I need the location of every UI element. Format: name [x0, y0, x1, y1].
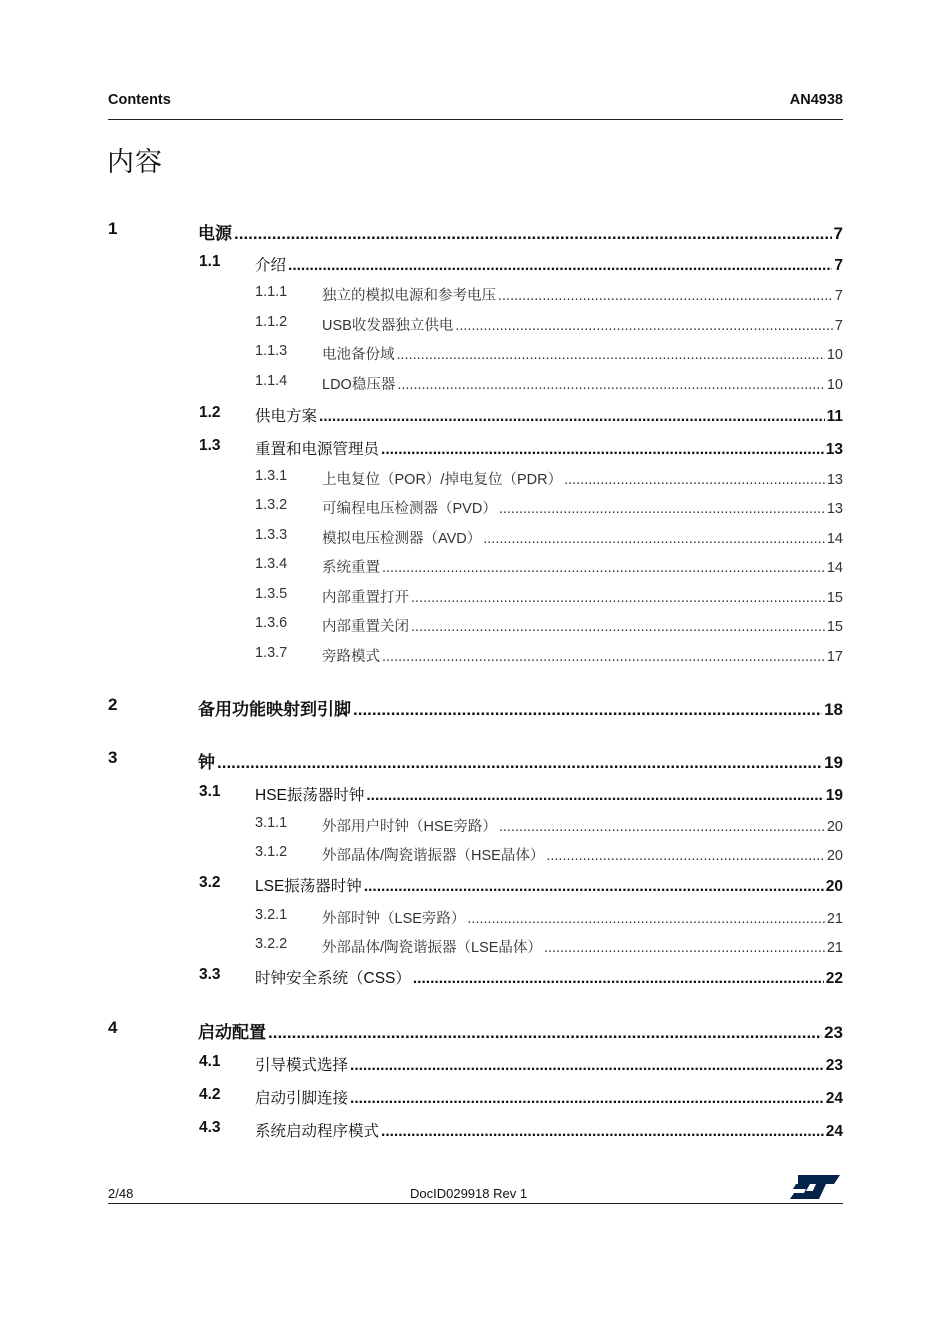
- toc-entry[interactable]: [0, 468, 950, 490]
- dot-leader: [411, 590, 825, 606]
- toc-entry-page: 10: [826, 347, 843, 363]
- toc-entry-page: 11: [826, 408, 843, 425]
- toc-entry-page: 18: [824, 700, 843, 719]
- toc-entry-page: 19: [824, 753, 843, 772]
- toc-entry-number: 1.3.1: [255, 468, 288, 484]
- toc-entry-page: 22: [825, 970, 843, 987]
- toc-entry-number: 4: [108, 1018, 118, 1037]
- dot-leader: [364, 878, 824, 896]
- toc-entry[interactable]: [0, 783, 950, 805]
- dot-leader: [499, 501, 825, 517]
- toc-entry-title: HSE振荡器时钟: [255, 787, 365, 804]
- toc-entry[interactable]: [0, 437, 950, 459]
- toc-entry[interactable]: [0, 1086, 950, 1108]
- dot-leader: [397, 377, 825, 393]
- toc-entry-number: 4.3: [199, 1119, 221, 1136]
- toc-entry-number: 1.3.3: [255, 527, 288, 543]
- toc-entry[interactable]: [0, 936, 950, 958]
- toc-entry-title: 供电方案: [255, 408, 318, 425]
- toc-entry[interactable]: [0, 586, 950, 608]
- page-title: 内容: [107, 147, 163, 177]
- toc-entry-title: 启动引脚连接: [255, 1090, 349, 1107]
- dot-leader: [350, 1057, 824, 1075]
- toc-entry[interactable]: [0, 695, 950, 717]
- toc-entry[interactable]: [0, 343, 950, 365]
- toc-entry[interactable]: [0, 1053, 950, 1075]
- toc-entry-page: 14: [826, 560, 843, 576]
- dot-leader: [288, 257, 832, 275]
- dot-leader: [411, 619, 825, 635]
- toc-entry-page: 21: [826, 940, 843, 956]
- toc-entry-title: 旁路模式: [322, 649, 380, 665]
- dot-leader: [413, 970, 824, 988]
- toc-entry-number: 3.1: [199, 783, 221, 800]
- toc-entry-number: 1.3.6: [255, 615, 288, 631]
- toc-entry-title: 外部用户时钟（HSE旁路）: [322, 819, 497, 835]
- footer-doc-id: DocID029918 Rev 1: [410, 1186, 528, 1201]
- dot-leader: [366, 787, 823, 805]
- toc-entry[interactable]: [0, 527, 950, 549]
- dot-leader: [234, 224, 832, 244]
- toc-entry-page: 10: [826, 377, 843, 393]
- dot-leader: [350, 1090, 824, 1108]
- toc-entry[interactable]: [0, 966, 950, 988]
- toc-entry-page: 19: [825, 787, 843, 804]
- toc-entry-title: 内部重置打开: [322, 590, 409, 606]
- toc-entry[interactable]: [0, 844, 950, 866]
- toc-entry-number: 1.3.4: [255, 556, 288, 572]
- toc-entry-number: 2: [108, 695, 118, 714]
- dot-leader: [397, 347, 825, 363]
- toc-entry-title: USB收发器独立供电: [322, 318, 454, 334]
- footer-rule: [108, 1203, 843, 1204]
- dot-leader: [217, 753, 822, 773]
- toc-entry-page: 15: [826, 619, 843, 635]
- dot-leader: [319, 408, 825, 426]
- toc-entry-page: 24: [825, 1090, 843, 1107]
- toc-entry[interactable]: [0, 815, 950, 837]
- toc-entry-page: 13: [825, 441, 843, 458]
- toc-entry-title: 外部时钟（LSE旁路）: [322, 911, 466, 927]
- toc-entry-number: 1.3.2: [255, 497, 288, 513]
- toc-entry-title: LDO稳压器: [322, 377, 396, 393]
- toc-entry[interactable]: [0, 219, 950, 241]
- toc-entry-title: 外部晶体/陶瓷谐振器（LSE晶体）: [322, 940, 542, 956]
- toc-entry-page: 14: [826, 531, 843, 547]
- toc-entry-title: 钟: [198, 753, 215, 772]
- toc-entry-number: 1.3.5: [255, 586, 288, 602]
- st-logo: [790, 1174, 840, 1200]
- toc-entry-page: 17: [826, 649, 843, 665]
- toc-entry-number: 1.1: [199, 253, 221, 270]
- toc-entry-page: 23: [824, 1023, 843, 1042]
- toc-entry-number: 1.3: [199, 437, 221, 454]
- dot-leader: [382, 649, 825, 665]
- toc-entry-number: 3.2.1: [255, 907, 288, 923]
- toc-entry-title: 系统启动程序模式: [255, 1123, 380, 1140]
- toc-entry-page: 21: [826, 911, 843, 927]
- toc-entry[interactable]: [0, 404, 950, 426]
- toc-entry-title: 系统重置: [322, 560, 380, 576]
- toc-entry-title: 介绍: [255, 257, 287, 274]
- toc-entry-title: LSE振荡器时钟: [255, 878, 362, 895]
- dot-leader: [353, 700, 822, 720]
- toc-entry-number: 1: [108, 219, 118, 238]
- toc-entry[interactable]: [0, 874, 950, 896]
- toc-entry[interactable]: [0, 253, 950, 275]
- footer-page-number: 2/48: [108, 1186, 134, 1201]
- toc-entry-number: 4.1: [199, 1053, 221, 1070]
- toc-entry-title: 重置和电源管理员: [255, 441, 380, 458]
- toc-entry-page: 20: [825, 878, 843, 895]
- toc-entry-title: 外部晶体/陶瓷谐振器（HSE晶体）: [322, 848, 545, 864]
- toc-entry[interactable]: [0, 907, 950, 929]
- header-section-label: Contents: [108, 92, 171, 108]
- dot-leader: [499, 819, 825, 835]
- toc-entry-page: 15: [826, 590, 843, 606]
- dot-leader: [544, 940, 825, 956]
- toc-entry-page: 20: [826, 848, 843, 864]
- toc-entry[interactable]: [0, 1018, 950, 1040]
- dot-leader: [483, 531, 825, 547]
- toc-entry-number: 4.2: [199, 1086, 221, 1103]
- toc-entry-number: 3.2: [199, 874, 221, 891]
- toc-entry-page: 7: [834, 318, 843, 334]
- toc-entry[interactable]: [0, 556, 950, 578]
- dot-leader: [382, 560, 825, 576]
- toc-entry-number: 3.3: [199, 966, 221, 983]
- header-rule: [108, 119, 843, 120]
- toc-entry-number: 1.1.1: [255, 284, 288, 300]
- toc-entry-title: 独立的模拟电源和参考电压: [322, 288, 496, 304]
- dot-leader: [498, 288, 833, 304]
- dot-leader: [455, 318, 833, 334]
- toc-entry-number: 3.1.2: [255, 844, 288, 860]
- toc-entry-page: 7: [834, 257, 843, 274]
- toc-entry-title: 内部重置关闭: [322, 619, 409, 635]
- toc-entry-title: 时钟安全系统（CSS）: [255, 970, 411, 987]
- dot-leader: [546, 848, 825, 864]
- toc-entry-title: 备用功能映射到引脚: [198, 700, 351, 719]
- toc-entry-title: 上电复位（POR）/掉电复位（PDR）: [322, 472, 563, 488]
- toc-entry-title: 可编程电压检测器（PVD）: [322, 501, 497, 517]
- dot-leader: [268, 1023, 822, 1043]
- toc-entry-page: 7: [833, 224, 843, 243]
- toc-entry-number: 3.2.2: [255, 936, 288, 952]
- toc-entry-number: 3.1.1: [255, 815, 288, 831]
- toc-entry-title: 模拟电压检测器（AVD）: [322, 531, 482, 547]
- toc-entry-page: 23: [825, 1057, 843, 1074]
- toc-entry[interactable]: [0, 1119, 950, 1141]
- toc-entry[interactable]: [0, 497, 950, 519]
- toc-entry[interactable]: [0, 373, 950, 395]
- toc-entry[interactable]: [0, 314, 950, 336]
- dot-leader: [564, 472, 825, 488]
- toc-entry-page: 7: [834, 288, 843, 304]
- toc-entry-title: 启动配置: [198, 1023, 266, 1042]
- toc-entry-title: 电池备份域: [322, 347, 395, 363]
- dot-leader: [381, 1123, 824, 1141]
- toc-entry-title: 电源: [198, 224, 232, 243]
- toc-entry-number: 3: [108, 748, 118, 767]
- dot-leader: [467, 911, 824, 927]
- toc-entry-number: 1.1.2: [255, 314, 288, 330]
- header-doc-number: AN4938: [789, 92, 843, 108]
- toc-entry-page: 13: [826, 501, 843, 517]
- toc-entry-title: 引导模式选择: [255, 1057, 349, 1074]
- toc-entry-page: 20: [826, 819, 843, 835]
- toc-entry-number: 1.2: [199, 404, 221, 421]
- toc-entry-page: 24: [825, 1123, 843, 1140]
- toc-entry[interactable]: [0, 615, 950, 637]
- toc-entry-number: 1.1.4: [255, 373, 288, 389]
- toc-entry-number: 1.3.7: [255, 645, 288, 661]
- toc-entry[interactable]: [0, 645, 950, 667]
- toc-entry[interactable]: [0, 748, 950, 770]
- toc-entry-page: 13: [826, 472, 843, 488]
- toc-entry[interactable]: [0, 284, 950, 306]
- toc-entry-number: 1.1.3: [255, 343, 288, 359]
- dot-leader: [381, 441, 824, 459]
